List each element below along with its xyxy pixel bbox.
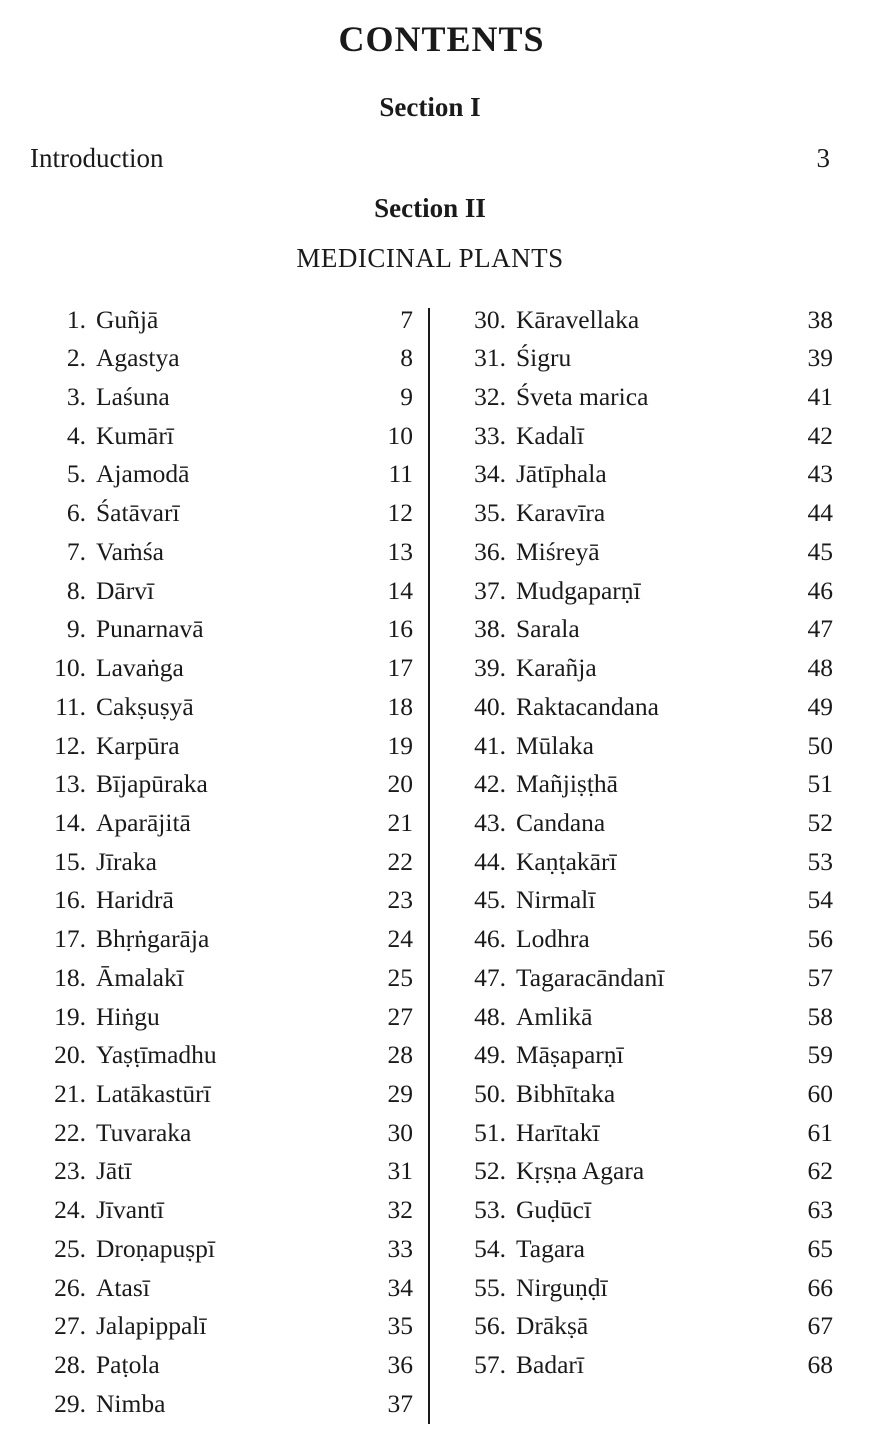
toc-entry-page: 59 <box>807 1040 833 1070</box>
toc-entry-number: 21. <box>54 1078 86 1108</box>
toc-entry-number: 20. <box>54 1040 86 1070</box>
toc-entry-name: Badarī <box>516 1350 584 1380</box>
toc-entry-name: Haridrā <box>96 885 174 915</box>
toc-entry[interactable] <box>28 920 413 959</box>
toc-entry-number: 47. <box>474 962 506 992</box>
toc-entry-name: Droṇapuṣpī <box>96 1233 215 1263</box>
toc-entry-page: 52 <box>807 807 833 837</box>
toc-entry[interactable] <box>28 1307 413 1346</box>
toc-entry-name: Jīvantī <box>96 1195 164 1225</box>
toc-entry-page: 21 <box>387 807 413 837</box>
toc-entry[interactable] <box>448 455 833 494</box>
toc-entry-page: 8 <box>400 343 413 373</box>
toc-entry[interactable] <box>448 687 833 726</box>
toc-entry-number: 23. <box>54 1156 86 1186</box>
toc-entry-name: Vaṁśa <box>96 536 164 566</box>
toc-entry[interactable] <box>448 1036 833 1075</box>
toc-entry-name: Karavīra <box>516 498 606 528</box>
toc-entry-page: 60 <box>807 1078 833 1108</box>
toc-entry-label: Introduction <box>30 143 164 173</box>
toc-entry-page: 42 <box>807 420 833 450</box>
toc-entry[interactable] <box>28 1113 413 1152</box>
toc-entry-number: 50. <box>474 1078 506 1108</box>
toc-entry-name: Bibhītaka <box>516 1078 616 1108</box>
toc-entry-number: 40. <box>474 691 506 721</box>
toc-entry[interactable] <box>28 958 413 997</box>
toc-entry-name: Latākastūrī <box>96 1078 211 1108</box>
toc-entry[interactable] <box>28 571 413 610</box>
toc-entry[interactable] <box>448 571 833 610</box>
toc-entry[interactable] <box>28 532 413 571</box>
toc-entry-number: 26. <box>54 1272 86 1302</box>
section-2-subheading: MEDICINAL PLANTS <box>296 243 564 273</box>
toc-entry[interactable] <box>28 1074 413 1113</box>
toc-entry-number: 51. <box>474 1117 506 1147</box>
toc-entry[interactable] <box>28 1152 413 1191</box>
toc-entry-number: 33. <box>474 420 506 450</box>
toc-entry-page: 9 <box>400 382 413 412</box>
toc-entry-name: Bhṛṅgarāja <box>96 924 210 954</box>
toc-entry[interactable] <box>448 1345 833 1384</box>
toc-entry-page: 17 <box>387 653 413 683</box>
toc-entry-page: 48 <box>807 653 833 683</box>
toc-entry-page: 62 <box>807 1156 833 1186</box>
toc-entry-number: 13. <box>54 769 86 799</box>
toc-entry-name: Raktacandana <box>516 691 660 721</box>
toc-entry-number: 41. <box>474 730 506 760</box>
toc-entry-number: 36. <box>474 536 506 566</box>
toc-entry-page: 49 <box>807 691 833 721</box>
toc-entry-number: 15. <box>54 846 86 876</box>
toc-entry-page: 27 <box>387 1001 413 1031</box>
toc-entry-name: Mūlaka <box>516 730 594 760</box>
toc-entry-page: 3 <box>816 143 830 173</box>
toc-entry-page: 61 <box>807 1117 833 1147</box>
toc-entry-name: Nirguṇḍī <box>516 1272 608 1302</box>
toc-entry-name: Guñjā <box>96 304 159 334</box>
toc-entry[interactable] <box>28 377 413 416</box>
toc-entry[interactable] <box>448 842 833 881</box>
toc-entry-name: Kumārī <box>96 420 174 450</box>
toc-entry-page: 45 <box>807 536 833 566</box>
toc-entry-page: 10 <box>387 420 413 450</box>
toc-entry[interactable] <box>28 726 413 765</box>
toc-entry-page: 43 <box>807 459 833 489</box>
toc-entry-name: Ajamodā <box>96 459 190 489</box>
toc-entry-page: 7 <box>400 304 413 334</box>
toc-entry-number: 7. <box>66 536 86 566</box>
toc-entry-name: Śveta marica <box>516 382 649 412</box>
toc-entry-number: 5. <box>66 459 86 489</box>
toc-entry-number: 19. <box>54 1001 86 1031</box>
toc-entry-number: 22. <box>54 1117 86 1147</box>
toc-entry-page: 47 <box>807 614 833 644</box>
toc-entry-number: 57. <box>474 1350 506 1380</box>
toc-entry[interactable] <box>448 532 833 571</box>
toc-entry-number: 25. <box>54 1233 86 1263</box>
toc-entry-page: 25 <box>387 962 413 992</box>
toc-entry-page: 68 <box>807 1350 833 1380</box>
toc-entry-page: 41 <box>807 382 833 412</box>
toc-entry-name: Candana <box>516 807 606 837</box>
section-1-heading: Section I <box>379 92 481 122</box>
toc-entry-number: 48. <box>474 1001 506 1031</box>
column-divider <box>428 308 430 1424</box>
toc-entry-page: 13 <box>387 536 413 566</box>
toc-entry-page: 46 <box>807 575 833 605</box>
toc-entry-name: Kadalī <box>516 420 584 450</box>
toc-entry-number: 16. <box>54 885 86 915</box>
toc-entry-page: 28 <box>387 1040 413 1070</box>
toc-entry[interactable] <box>28 416 413 455</box>
toc-entry-name: Punarnavā <box>96 614 204 644</box>
toc-entry[interactable] <box>28 1191 413 1230</box>
toc-entry-page: 20 <box>387 769 413 799</box>
toc-entry-number: 43. <box>474 807 506 837</box>
toc-entry[interactable] <box>28 300 413 339</box>
toc-entry-name: Sarala <box>516 614 580 644</box>
toc-entry-name: Guḍūcī <box>516 1195 592 1225</box>
toc-entry[interactable] <box>28 881 413 920</box>
toc-entry-number: 34. <box>474 459 506 489</box>
toc-entry-name: Tagara <box>516 1233 585 1263</box>
toc-entry[interactable] <box>28 1036 413 1075</box>
toc-entry-name: Karañja <box>516 653 597 683</box>
toc-entry-number: 17. <box>54 924 86 954</box>
toc-entry-number: 6. <box>66 498 86 528</box>
toc-entry-page: 57 <box>807 962 833 992</box>
toc-entry-page: 18 <box>387 691 413 721</box>
toc-entry[interactable] <box>28 687 413 726</box>
toc-entry-name: Yaṣṭīmadhu <box>96 1040 217 1070</box>
toc-entry-page: 67 <box>807 1311 833 1341</box>
toc-entry-page: 37 <box>387 1388 413 1418</box>
section-2-heading: Section II <box>374 193 486 223</box>
toc-entry-number: 14. <box>54 807 86 837</box>
toc-entry[interactable] <box>28 997 413 1036</box>
toc-entry-name: Miśreyā <box>516 536 600 566</box>
toc-entry-number: 31. <box>474 343 506 373</box>
toc-entry-name: Śigru <box>516 343 572 373</box>
toc-entry-name: Nimba <box>96 1388 166 1418</box>
toc-entry-number: 56. <box>474 1311 506 1341</box>
toc-entry-introduction[interactable] <box>30 143 830 174</box>
toc-entry-page: 16 <box>387 614 413 644</box>
toc-entry-number: 46. <box>474 924 506 954</box>
toc-entry-number: 35. <box>474 498 506 528</box>
toc-entry-name: Jalapippalī <box>96 1311 207 1341</box>
toc-entry-name: Karpūra <box>96 730 180 760</box>
toc-entry-number: 42. <box>474 769 506 799</box>
toc-entry[interactable] <box>28 1229 413 1268</box>
toc-entry-number: 11. <box>55 691 86 721</box>
toc-entry-name: Kāravellaka <box>516 304 640 334</box>
toc-entry[interactable] <box>448 1229 833 1268</box>
toc-entry-name: Śatāvarī <box>96 498 180 528</box>
toc-entry-number: 32. <box>474 382 506 412</box>
toc-entry-page: 11 <box>388 459 413 489</box>
toc-entry-number: 24. <box>54 1195 86 1225</box>
toc-entry[interactable] <box>448 765 833 804</box>
toc-entry[interactable] <box>28 842 413 881</box>
toc-entry-page: 58 <box>807 1001 833 1031</box>
toc-entry[interactable] <box>28 1268 413 1307</box>
toc-entry-page: 19 <box>387 730 413 760</box>
toc-entry-number: 38. <box>474 614 506 644</box>
toc-entry-page: 50 <box>807 730 833 760</box>
toc-entry-page: 24 <box>387 924 413 954</box>
toc-entry-number: 10. <box>54 653 86 683</box>
toc-entry-name: Atasī <box>96 1272 150 1302</box>
toc-entry-number: 39. <box>474 653 506 683</box>
toc-entry-page: 30 <box>387 1117 413 1147</box>
toc-entry[interactable] <box>28 339 413 378</box>
toc-entry-name: Jātī <box>96 1156 132 1186</box>
toc-entry-name: Jātīphala <box>516 459 607 489</box>
toc-entry-page: 33 <box>387 1233 413 1263</box>
toc-entry-number: 53. <box>474 1195 506 1225</box>
toc-entry-page: 54 <box>807 885 833 915</box>
toc-entry-name: Drākṣā <box>516 1311 589 1341</box>
toc-entry-page: 65 <box>807 1233 833 1263</box>
toc-entry[interactable] <box>448 920 833 959</box>
toc-entry-page: 12 <box>387 498 413 528</box>
toc-entry-name: Laśuna <box>96 382 170 412</box>
toc-entry-number: 8. <box>66 575 86 605</box>
toc-entry-page: 34 <box>387 1272 413 1302</box>
toc-entry-name: Jīraka <box>96 846 157 876</box>
toc-entry[interactable] <box>448 1268 833 1307</box>
toc-entry-number: 54. <box>474 1233 506 1263</box>
toc-entry-page: 23 <box>387 885 413 915</box>
toc-entry[interactable] <box>448 803 833 842</box>
toc-entry[interactable] <box>448 1307 833 1346</box>
toc-entry-name: Cakṣuṣyā <box>96 691 194 721</box>
toc-entry-name: Mañjiṣṭhā <box>516 769 618 799</box>
toc-entry-page: 51 <box>807 769 833 799</box>
toc-entry-page: 35 <box>387 1311 413 1341</box>
toc-entry[interactable] <box>448 997 833 1036</box>
toc-entry-name: Kaṇṭakārī <box>516 846 617 876</box>
toc-entry[interactable] <box>448 726 833 765</box>
toc-entry-name: Bījapūraka <box>96 769 208 799</box>
toc-entry-name: Agastya <box>96 343 180 373</box>
toc-entry-name: Māṣaparṇī <box>516 1040 624 1070</box>
toc-entry-name: Hiṅgu <box>96 1001 160 1031</box>
toc-entry-number: 27. <box>54 1311 86 1341</box>
toc-entry-name: Lavaṅga <box>96 653 184 683</box>
toc-entry[interactable] <box>28 765 413 804</box>
toc-entry-number: 55. <box>474 1272 506 1302</box>
toc-entry-number: 45. <box>474 885 506 915</box>
toc-entry-number: 2. <box>66 343 86 373</box>
toc-entry-name: Amlikā <box>516 1001 593 1031</box>
toc-entry-page: 14 <box>387 575 413 605</box>
toc-entry[interactable] <box>28 648 413 687</box>
toc-left-column <box>28 300 413 1423</box>
toc-entry-name: Āmalakī <box>96 962 184 992</box>
toc-entry-page: 39 <box>807 343 833 373</box>
toc-entry-name: Dārvī <box>96 575 155 605</box>
toc-entry-page: 56 <box>807 924 833 954</box>
toc-entry-number: 29. <box>54 1388 86 1418</box>
toc-entry[interactable] <box>448 494 833 533</box>
toc-entry-name: Harītakī <box>516 1117 600 1147</box>
toc-entry-name: Kṛṣṇa Agara <box>516 1156 645 1186</box>
toc-entry-number: 37. <box>474 575 506 605</box>
toc-entry[interactable] <box>28 455 413 494</box>
toc-entry-name: Paṭola <box>96 1350 160 1380</box>
toc-entry-page: 66 <box>807 1272 833 1302</box>
toc-entry[interactable] <box>448 610 833 649</box>
toc-entry[interactable] <box>28 1384 413 1423</box>
toc-entry[interactable] <box>448 1152 833 1191</box>
toc-entry[interactable] <box>28 610 413 649</box>
toc-entry-page: 36 <box>387 1350 413 1380</box>
toc-entry[interactable] <box>448 300 833 339</box>
toc-entry[interactable] <box>448 1113 833 1152</box>
toc-entry-name: Lodhra <box>516 924 590 954</box>
toc-entry-number: 44. <box>474 846 506 876</box>
toc-entry-page: 53 <box>807 846 833 876</box>
toc-entry-number: 1. <box>66 304 86 334</box>
toc-entry-page: 29 <box>387 1078 413 1108</box>
toc-entry-number: 30. <box>474 304 506 334</box>
toc-entry-name: Nirmalī <box>516 885 596 915</box>
toc-entry[interactable] <box>448 377 833 416</box>
toc-right-column <box>448 300 833 1384</box>
toc-entry-name: Tuvaraka <box>96 1117 192 1147</box>
toc-entry-page: 31 <box>387 1156 413 1186</box>
toc-entry[interactable] <box>448 1074 833 1113</box>
toc-entry[interactable] <box>448 881 833 920</box>
toc-entry[interactable] <box>448 339 833 378</box>
toc-entry-page: 44 <box>807 498 833 528</box>
toc-entry-number: 52. <box>474 1156 506 1186</box>
toc-entry[interactable] <box>448 958 833 997</box>
toc-entry-number: 3. <box>66 382 86 412</box>
toc-entry-number: 18. <box>54 962 86 992</box>
toc-entry-number: 12. <box>54 730 86 760</box>
toc-entry[interactable] <box>28 494 413 533</box>
toc-entry[interactable] <box>448 416 833 455</box>
toc-entry-page: 32 <box>387 1195 413 1225</box>
toc-entry-number: 49. <box>474 1040 506 1070</box>
toc-entry-number: 4. <box>66 420 86 450</box>
toc-entry[interactable] <box>448 648 833 687</box>
page-title: CONTENTS <box>338 19 545 59</box>
toc-entry-name: Tagaracāndanī <box>516 962 665 992</box>
toc-entry-page: 38 <box>807 304 833 334</box>
toc-entry-page: 63 <box>807 1195 833 1225</box>
toc-entry-number: 28. <box>54 1350 86 1380</box>
toc-entry[interactable] <box>28 1345 413 1384</box>
toc-entry-number: 9. <box>66 614 86 644</box>
toc-entry-name: Mudgaparṇī <box>516 575 641 605</box>
toc-entry-name: Aparājitā <box>96 807 191 837</box>
toc-entry-page: 22 <box>387 846 413 876</box>
toc-entry[interactable] <box>28 803 413 842</box>
toc-entry[interactable] <box>448 1191 833 1230</box>
